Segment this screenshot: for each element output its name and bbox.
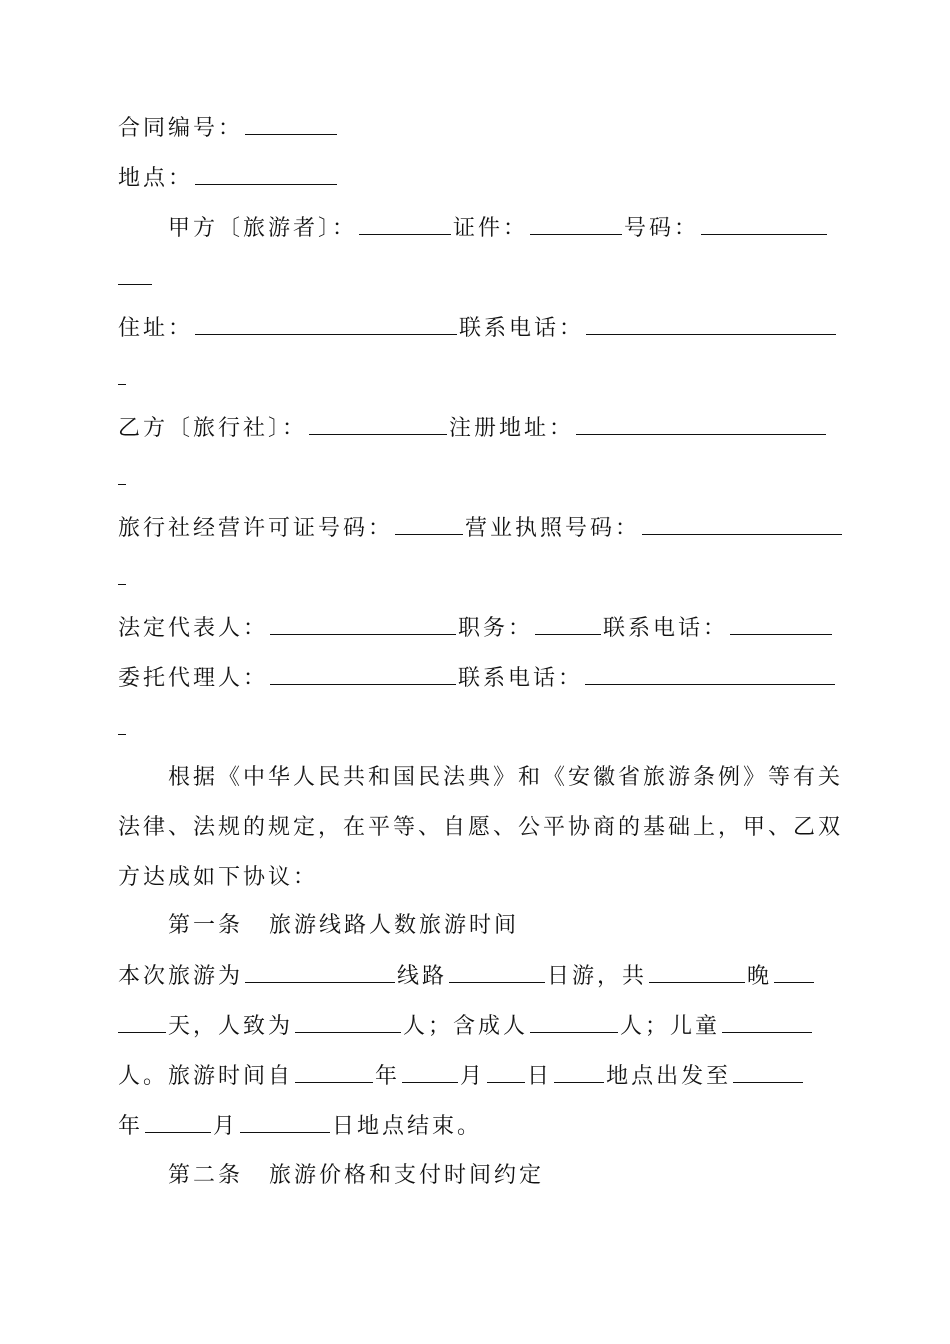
article-1-text: 人；儿童 bbox=[620, 1014, 721, 1039]
article-1-text: 晚 bbox=[747, 964, 773, 989]
party-b-name-blank[interactable] bbox=[309, 414, 447, 435]
nights-blank[interactable] bbox=[649, 962, 745, 983]
party-a-overflow-row bbox=[118, 264, 834, 293]
location-row bbox=[118, 164, 834, 193]
party-b-row bbox=[118, 414, 834, 443]
party-b-reg-address-blank[interactable] bbox=[576, 414, 826, 435]
address-row bbox=[118, 314, 834, 343]
article-1-title: 旅游线路人数旅游时间 bbox=[269, 913, 520, 938]
article-1-text: 天，人致为 bbox=[168, 1014, 294, 1039]
article-1-text: 地点出发至 bbox=[606, 1064, 732, 1089]
article-1-text: 月 bbox=[213, 1114, 239, 1139]
agent-phone-overflow[interactable] bbox=[118, 714, 126, 735]
address-phone-label: 联系电话： bbox=[459, 316, 585, 341]
article-1-text: 线路 bbox=[397, 964, 448, 989]
agent-phone-label: 联系电话： bbox=[458, 666, 584, 691]
article-1-line-2 bbox=[118, 1012, 834, 1041]
party-b-label: 乙方〔旅行社〕： bbox=[118, 416, 308, 441]
start-day-blank[interactable] bbox=[487, 1062, 525, 1083]
license-row bbox=[118, 514, 834, 543]
address-phone-blank[interactable] bbox=[586, 314, 836, 335]
party-a-number-blank-overflow[interactable] bbox=[118, 264, 152, 285]
start-month-blank[interactable] bbox=[402, 1062, 458, 1083]
party-a-name-blank[interactable] bbox=[359, 214, 451, 235]
agent-overflow-row bbox=[118, 714, 834, 743]
article-1-line-3 bbox=[118, 1062, 834, 1091]
legal-rep-phone-blank[interactable] bbox=[730, 614, 832, 635]
article-2-number: 第二条 bbox=[168, 1163, 244, 1188]
legal-rep-blank[interactable] bbox=[270, 614, 456, 635]
article-1-text: 人。旅游时间自 bbox=[118, 1064, 294, 1089]
end-day-blank[interactable] bbox=[240, 1112, 330, 1133]
party-a-row bbox=[118, 214, 834, 243]
end-month-blank[interactable] bbox=[145, 1112, 211, 1133]
contract-number-row bbox=[118, 114, 834, 143]
article-1-text: 年 bbox=[375, 1064, 401, 1089]
start-year-blank[interactable] bbox=[295, 1062, 373, 1083]
article-1-text: 日游，共 bbox=[547, 964, 648, 989]
preamble-line-3: 方达成如下协议： bbox=[118, 865, 319, 890]
legal-rep-row bbox=[118, 614, 834, 643]
location-label: 地点： bbox=[118, 166, 194, 191]
party-a-id-label: 证件： bbox=[453, 216, 529, 241]
article-1-text: 日 bbox=[527, 1064, 553, 1089]
children-blank[interactable] bbox=[722, 1012, 812, 1033]
preamble-line-2: 法律、法规的规定，在平等、自愿、公平协商的基础上，甲、乙双 bbox=[118, 815, 844, 840]
route-blank[interactable] bbox=[245, 962, 395, 983]
business-license-label: 营业执照号码： bbox=[465, 516, 641, 541]
position-blank[interactable] bbox=[535, 614, 601, 635]
agent-blank[interactable] bbox=[270, 664, 456, 685]
license-blank[interactable] bbox=[395, 514, 463, 535]
days-tour-blank[interactable] bbox=[449, 962, 545, 983]
address-overflow-row bbox=[118, 364, 834, 393]
end-year-blank[interactable] bbox=[733, 1062, 803, 1083]
legal-rep-label: 法定代表人： bbox=[118, 616, 269, 641]
days-blank[interactable] bbox=[774, 962, 814, 983]
article-1-text: 月 bbox=[460, 1064, 486, 1089]
article-2-heading bbox=[118, 1162, 834, 1190]
license-overflow-row bbox=[118, 564, 834, 593]
address-blank[interactable] bbox=[195, 314, 457, 335]
party-a-number-label: 号码： bbox=[624, 216, 700, 241]
legal-rep-phone-label: 联系电话： bbox=[603, 616, 729, 641]
article-1-number: 第一条 bbox=[168, 913, 244, 938]
start-place-blank[interactable] bbox=[554, 1062, 604, 1083]
agent-phone-blank[interactable] bbox=[585, 664, 835, 685]
agent-row bbox=[118, 664, 834, 693]
contract-number-blank[interactable] bbox=[245, 114, 337, 135]
business-license-overflow[interactable] bbox=[118, 564, 126, 585]
business-license-blank[interactable] bbox=[642, 514, 842, 535]
address-label: 住址： bbox=[118, 316, 194, 341]
party-a-label: 甲方〔旅游者〕： bbox=[168, 216, 358, 241]
license-label: 旅行社经营许可证号码： bbox=[118, 516, 394, 541]
article-1-text: 人；含成人 bbox=[403, 1014, 529, 1039]
article-2-title: 旅游价格和支付时间约定 bbox=[269, 1163, 545, 1188]
location-blank[interactable] bbox=[195, 164, 337, 185]
party-a-number-blank[interactable] bbox=[701, 214, 827, 235]
article-1-line-4 bbox=[118, 1112, 834, 1141]
position-label: 职务： bbox=[458, 616, 534, 641]
adults-blank[interactable] bbox=[530, 1012, 618, 1033]
article-1-text: 本次旅游为 bbox=[118, 964, 244, 989]
agent-label: 委托代理人： bbox=[118, 666, 269, 691]
party-b-reg-address-label: 注册地址： bbox=[449, 416, 575, 441]
party-a-id-blank[interactable] bbox=[530, 214, 622, 235]
party-b-overflow-row bbox=[118, 464, 834, 493]
days-blank-overflow[interactable] bbox=[118, 1012, 166, 1033]
people-blank[interactable] bbox=[295, 1012, 401, 1033]
preamble-line-1: 根据《中华人民共和国民法典》和《安徽省旅游条例》等有关 bbox=[168, 765, 844, 790]
address-phone-blank-overflow[interactable] bbox=[118, 364, 126, 385]
party-b-reg-address-overflow[interactable] bbox=[118, 464, 126, 485]
article-1-text: 年 bbox=[118, 1114, 144, 1139]
article-1-line-1 bbox=[118, 962, 834, 991]
article-1-text: 日地点结束。 bbox=[332, 1114, 483, 1139]
article-1-heading bbox=[118, 912, 834, 940]
contract-number-label: 合同编号： bbox=[118, 116, 244, 141]
